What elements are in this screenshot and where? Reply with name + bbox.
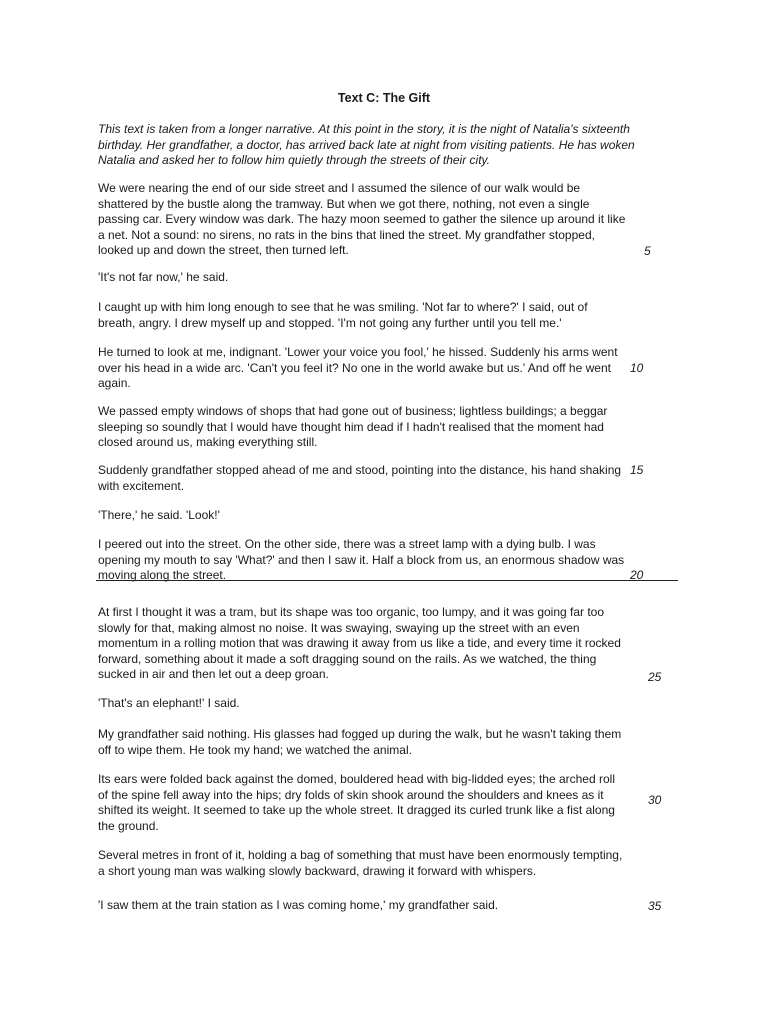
line-number: 15 <box>630 463 644 477</box>
paragraph-11: My grandfather said nothing. His glasses had fogged up during the walk, but he wasn't taking them off to wipe them. He took my hand; we watched the animal. <box>98 727 622 757</box>
section-divider <box>96 580 678 581</box>
paragraph-13: Several metres in front of it, holding a bag of something that must have been enormously tempting, a short young man was walking slowly backward, drawing it forward with whispers. <box>98 848 623 878</box>
paragraph-10: 'That's an elephant!' I said. <box>98 696 240 710</box>
line-number: 10 <box>630 361 644 375</box>
line-number: 30 <box>648 793 662 807</box>
paragraph-8: I peered out into the street. On the other side, there was a street lamp with a dying bulb. I was opening my mouth to say 'What?' and then I saw it. Half a block from us, an enormous shadow was moving along the street. <box>98 537 625 583</box>
line-number: 20 <box>630 568 644 582</box>
paragraph-2: 'It's not far now,' he said. <box>98 270 229 284</box>
paragraph-3: I caught up with him long enough to see that he was smiling. 'Not far to where?' I said, out of breath, angry. I drew myself up and stopped. 'I'm not going any further until you tell me.' <box>98 300 588 330</box>
intro-note: This text is taken from a longer narrative. At this point in the story, it is the night of Natalia's sixteenth birthday. Her grandfather, a doctor, has arrived back late at night from visiting patients. He has woken Natalia and asked her to follow him quietly through the streets of their city. <box>98 122 635 167</box>
paragraph-7: 'There,' he said. 'Look!' <box>98 508 220 522</box>
paragraph-5: We passed empty windows of shops that had gone out of business; lightless buildings; a beggar sleeping so soundly that I would have thought him dead if I hadn't realised that the moment had closed around us, making everything still. <box>98 404 608 450</box>
paragraph-12: Its ears were folded back against the domed, bouldered head with big-lidded eyes; the arched roll of the spine fell away into the hips; dry folds of skin shook around the shoulders and knees as it shifted its weight. It seemed to take up the whole street. It dragged its curled trunk like a fist along the ground. <box>98 772 615 833</box>
line-number: 25 <box>648 670 662 684</box>
paragraph-4: He turned to look at me, indignant. 'Lower your voice you fool,' he hissed. Suddenly his arms went over his head in a wide arc. 'Can't you feel it? No one in the world awake but us.' And off he went again. <box>98 345 618 391</box>
line-number: 35 <box>648 899 662 913</box>
document-title: Text C: The Gift <box>337 91 431 105</box>
line-number: 5 <box>644 244 651 258</box>
paragraph-6: Suddenly grandfather stopped ahead of me and stood, pointing into the distance, his hand shaking with excitement. <box>98 463 622 493</box>
paragraph-14: 'I saw them at the train station as I was coming home,' my grandfather said. <box>98 898 499 912</box>
paragraph-1: We were nearing the end of our side street and I assumed the silence of our walk would be shattered by the bustle along the tramway. But when we got there, nothing, not even a single passing car. Every window was dark. The hazy moon seemed to gather the silence up around it like a net. Not a sound: no sirens, no rats in the bins that lined the street. My grandfather stopped, looked up and down the street, then turned left. <box>98 181 626 258</box>
paragraph-9: At first I thought it was a tram, but its shape was too organic, too lumpy, and it was going far too slowly for that, making almost no noise. It was swaying, swaying up the street with an even momentum in a rolling motion that was drawing it away from us like a tide, and every time it rocked forward, something about it made a soft dragging sound on the rails. As we watched, the thing sucked in air and then let out a deep groan. <box>98 605 621 682</box>
